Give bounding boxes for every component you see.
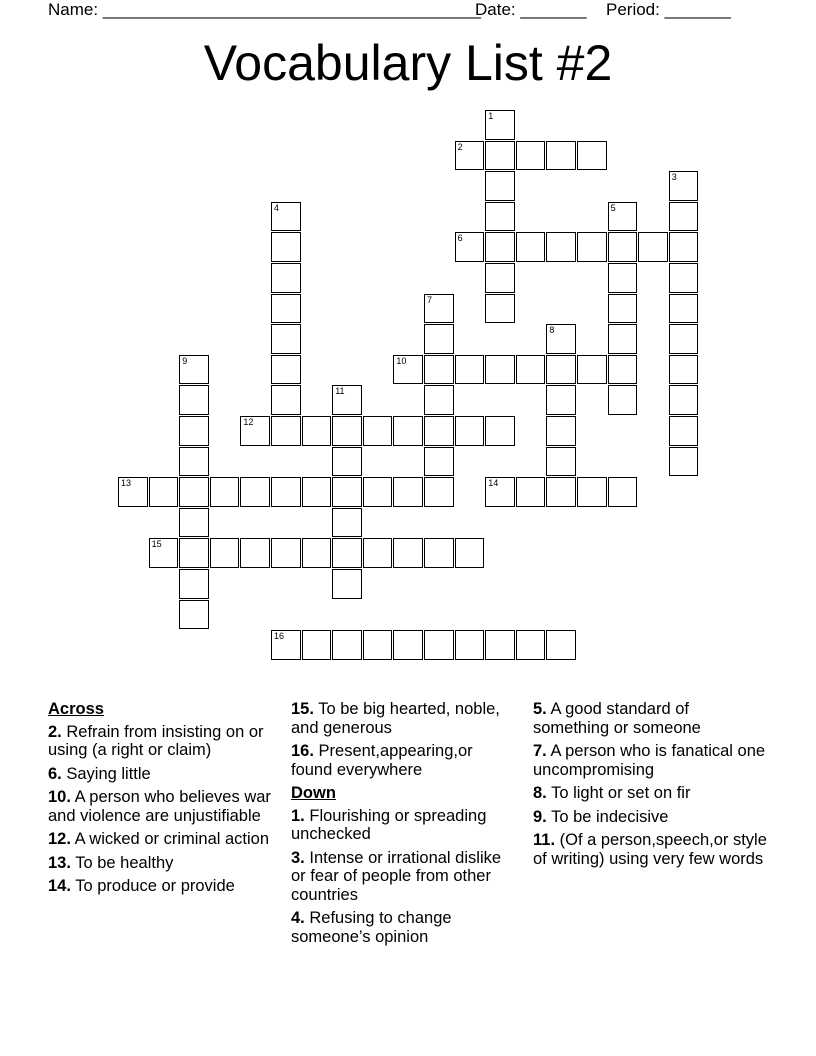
- cell-number: 14: [488, 478, 499, 489]
- clue-number: 6.: [48, 764, 62, 783]
- crossword-cell[interactable]: [424, 538, 454, 568]
- crossword-cell[interactable]: [546, 630, 576, 660]
- crossword-cell[interactable]: [240, 477, 270, 507]
- clue-down-8: [533, 784, 768, 803]
- crossword-cell[interactable]: [669, 171, 699, 201]
- crossword-cell[interactable]: [363, 416, 393, 446]
- clue-across-2: [48, 723, 273, 760]
- crossword-cell[interactable]: [179, 477, 209, 507]
- crossword-cell[interactable]: [271, 294, 301, 324]
- crossword-cell[interactable]: [669, 416, 699, 446]
- clues-column-1: [48, 700, 273, 901]
- crossword-cell[interactable]: [302, 416, 332, 446]
- crossword-cell[interactable]: [179, 447, 209, 477]
- crossword-cell[interactable]: [608, 477, 638, 507]
- crossword-cell[interactable]: [485, 630, 515, 660]
- crossword-cell[interactable]: [179, 385, 209, 415]
- clue-text: A person who is fanatical one uncompromising: [533, 742, 766, 779]
- crossword-cell[interactable]: [485, 202, 515, 232]
- crossword-cell[interactable]: [669, 355, 699, 385]
- crossword-cell[interactable]: [455, 232, 485, 262]
- down-heading: Down: [291, 784, 336, 802]
- crossword-cell[interactable]: [669, 232, 699, 262]
- clue-down-5: [533, 700, 768, 737]
- crossword-cell[interactable]: [240, 538, 270, 568]
- clue-number: 7.: [533, 742, 547, 760]
- crossword-cell[interactable]: [608, 355, 638, 385]
- clue-across-16: [291, 742, 516, 779]
- crossword-cell[interactable]: [393, 355, 423, 385]
- crossword-cell[interactable]: [546, 447, 576, 477]
- clue-text: To be big hearted, noble, and generous: [291, 700, 500, 737]
- crossword-cell[interactable]: [485, 141, 515, 171]
- crossword-cell[interactable]: [179, 355, 209, 385]
- crossword-cell[interactable]: [485, 110, 515, 140]
- clue-text: Refusing to change someone’s opinion: [291, 909, 452, 946]
- crossword-cell[interactable]: [271, 630, 301, 660]
- crossword-cell[interactable]: [393, 630, 423, 660]
- period-line[interactable]: _______: [664, 0, 731, 19]
- crossword-cell[interactable]: [332, 538, 362, 568]
- crossword-cell[interactable]: [608, 385, 638, 415]
- clue-number: 14.: [48, 877, 71, 895]
- crossword-cell[interactable]: [271, 263, 301, 293]
- clue-text: A good standard of something or someone: [533, 700, 701, 737]
- crossword-cell[interactable]: [577, 477, 607, 507]
- cell-number: 16: [274, 631, 285, 642]
- crossword-cell[interactable]: [332, 447, 362, 477]
- crossword-cell[interactable]: [424, 447, 454, 477]
- crossword-cell[interactable]: [608, 263, 638, 293]
- crossword-cell[interactable]: [271, 538, 301, 568]
- crossword-cell[interactable]: [485, 232, 515, 262]
- crossword-cell[interactable]: [210, 477, 240, 507]
- across-heading: Across: [48, 700, 104, 718]
- clue-text: To be healthy: [75, 853, 174, 872]
- crossword-cell[interactable]: [485, 171, 515, 201]
- clue-across-13: [48, 854, 273, 873]
- crossword-cell[interactable]: [546, 141, 576, 171]
- crossword-cell[interactable]: [393, 477, 423, 507]
- crossword-cell[interactable]: [271, 385, 301, 415]
- cell-number: 6: [457, 233, 463, 244]
- clue-number: 8.: [533, 784, 547, 802]
- clue-text: Intense or irrational dislike or fear of people from other countries: [291, 848, 502, 904]
- clue-text: Present,appearing,or found everywhere: [291, 742, 473, 779]
- clue-text: To be indecisive: [551, 807, 669, 826]
- crossword-cell[interactable]: [424, 416, 454, 446]
- cell-number: 15: [151, 539, 162, 550]
- crossword-cell[interactable]: [485, 263, 515, 293]
- crossword-cell[interactable]: [210, 538, 240, 568]
- clue-text: (Of a person,speech,or style of writing) using very few words: [533, 831, 767, 868]
- crossword-cell[interactable]: [424, 630, 454, 660]
- crossword-cell[interactable]: [516, 477, 546, 507]
- clue-number: 4.: [291, 909, 305, 927]
- crossword-cell[interactable]: [608, 202, 638, 232]
- crossword-cell[interactable]: [332, 630, 362, 660]
- clue-across-15: [291, 700, 516, 737]
- crossword-cell[interactable]: [546, 416, 576, 446]
- cell-number: 10: [396, 355, 407, 366]
- clue-number: 1.: [291, 806, 305, 825]
- clue-down-1: [291, 807, 516, 844]
- crossword-cell[interactable]: [271, 232, 301, 262]
- crossword-cell[interactable]: [179, 600, 209, 630]
- cell-number: 7: [427, 294, 433, 305]
- name-label: Name:: [48, 0, 99, 19]
- clue-number: 9.: [533, 807, 547, 826]
- crossword-cell[interactable]: [240, 416, 270, 446]
- crossword-cell[interactable]: [669, 447, 699, 477]
- crossword-cell[interactable]: [516, 355, 546, 385]
- clue-down-4: [291, 909, 516, 946]
- clue-number: 10.: [48, 788, 71, 806]
- crossword-cell[interactable]: [455, 538, 485, 568]
- crossword-cell[interactable]: [455, 416, 485, 446]
- name-line[interactable]: ________________________________________: [102, 0, 481, 19]
- crossword-cell[interactable]: [424, 294, 454, 324]
- clue-down-3: [291, 849, 516, 905]
- crossword-cell[interactable]: [577, 355, 607, 385]
- cell-number: 4: [274, 202, 280, 213]
- crossword-cell[interactable]: [332, 416, 362, 446]
- crossword-cell[interactable]: [271, 324, 301, 354]
- clue-across-10: [48, 788, 273, 825]
- crossword-cell[interactable]: [424, 324, 454, 354]
- crossword-cell[interactable]: [363, 477, 393, 507]
- crossword-cell[interactable]: [577, 232, 607, 262]
- crossword-cell[interactable]: [363, 630, 393, 660]
- clues-column-3: [533, 700, 768, 873]
- clue-number: 12.: [48, 830, 71, 848]
- crossword-cell[interactable]: [424, 355, 454, 385]
- crossword-cell[interactable]: [271, 355, 301, 385]
- clue-text: Saying little: [66, 764, 151, 783]
- crossword-cell[interactable]: [669, 202, 699, 232]
- crossword-cell[interactable]: [455, 630, 485, 660]
- crossword-cell[interactable]: [424, 385, 454, 415]
- crossword-cell[interactable]: [393, 538, 423, 568]
- crossword-cell[interactable]: [455, 141, 485, 171]
- crossword-cell[interactable]: [393, 416, 423, 446]
- clue-text: A wicked or criminal action: [74, 830, 270, 848]
- crossword-cell[interactable]: [332, 477, 362, 507]
- crossword-cell[interactable]: [179, 416, 209, 446]
- date-line[interactable]: _______: [520, 0, 587, 19]
- cell-number: 2: [457, 141, 463, 152]
- clue-number: 15.: [291, 700, 314, 718]
- crossword-cell[interactable]: [424, 477, 454, 507]
- crossword-cell[interactable]: [302, 538, 332, 568]
- cell-number: 8: [549, 325, 555, 336]
- page-title: Vocabulary List #2: [203, 35, 613, 91]
- crossword-cell[interactable]: [577, 141, 607, 171]
- crossword-cell[interactable]: [271, 477, 301, 507]
- crossword-cell[interactable]: [638, 232, 668, 262]
- clue-across-6: [48, 765, 273, 784]
- clue-down-9: [533, 808, 768, 827]
- cell-number: 9: [182, 355, 188, 366]
- crossword-cell[interactable]: [179, 538, 209, 568]
- cell-number: 11: [335, 386, 345, 397]
- crossword-cell[interactable]: [516, 232, 546, 262]
- crossword-cell[interactable]: [546, 232, 576, 262]
- crossword-cell[interactable]: [608, 294, 638, 324]
- clue-number: 11.: [533, 831, 556, 849]
- clue-down-7: [533, 742, 768, 779]
- crossword-cell[interactable]: [455, 355, 485, 385]
- crossword-cell[interactable]: [669, 294, 699, 324]
- crossword-cell[interactable]: [516, 630, 546, 660]
- crossword-cell[interactable]: [546, 477, 576, 507]
- crossword-cell[interactable]: [363, 538, 393, 568]
- cell-number: 1: [488, 111, 494, 121]
- cell-number: 13: [121, 478, 132, 489]
- crossword-cell[interactable]: [546, 355, 576, 385]
- crossword-cell[interactable]: [485, 477, 515, 507]
- clue-text: To light or set on fir: [551, 784, 691, 802]
- crossword-cell[interactable]: [271, 202, 301, 232]
- period-label: Period:: [606, 0, 660, 19]
- crossword-cell[interactable]: [149, 477, 179, 507]
- crossword-cell[interactable]: [485, 355, 515, 385]
- crossword-cell[interactable]: [546, 385, 576, 415]
- clue-text: A person who believes war and violence are unjustifiable: [48, 788, 271, 825]
- cell-number: 12: [243, 417, 254, 427]
- crossword-cell[interactable]: [118, 477, 148, 507]
- crossword-cell[interactable]: [332, 569, 362, 599]
- clue-number: 16.: [291, 742, 314, 760]
- clue-number: 3.: [291, 848, 305, 867]
- clue-number: 2.: [48, 722, 62, 741]
- crossword-cell[interactable]: [179, 508, 209, 538]
- crossword-cell[interactable]: [669, 324, 699, 354]
- crossword-cell[interactable]: [149, 538, 179, 568]
- crossword-cell[interactable]: [669, 263, 699, 293]
- crossword-cell[interactable]: [179, 569, 209, 599]
- clue-number: 5.: [533, 700, 547, 718]
- clues-column-2: [291, 700, 516, 951]
- clue-number: 13.: [48, 853, 71, 872]
- crossword-cell[interactable]: [302, 477, 332, 507]
- clue-down-11: [533, 831, 768, 868]
- crossword-cell[interactable]: [302, 630, 332, 660]
- crossword-cell[interactable]: [485, 416, 515, 446]
- crossword-cell[interactable]: [546, 324, 576, 354]
- clue-text: Refrain from insisting on or using (a right or claim): [48, 722, 264, 759]
- crossword-cell[interactable]: [332, 385, 362, 415]
- cell-number: 3: [671, 172, 677, 183]
- crossword-cell[interactable]: [332, 508, 362, 538]
- clue-across-12: [48, 830, 273, 849]
- date-label: Date:: [475, 0, 516, 19]
- crossword-cell[interactable]: [271, 416, 301, 446]
- crossword-cell[interactable]: [608, 324, 638, 354]
- crossword-cell[interactable]: [669, 385, 699, 415]
- crossword-cell[interactable]: [608, 232, 638, 262]
- cell-number: 5: [610, 202, 616, 213]
- clue-across-14: [48, 877, 273, 896]
- crossword-cell[interactable]: [485, 294, 515, 324]
- clue-text: To produce or provide: [75, 877, 235, 895]
- clue-text: Flourishing or spreading unchecked: [291, 806, 487, 843]
- crossword-cell[interactable]: [516, 141, 546, 171]
